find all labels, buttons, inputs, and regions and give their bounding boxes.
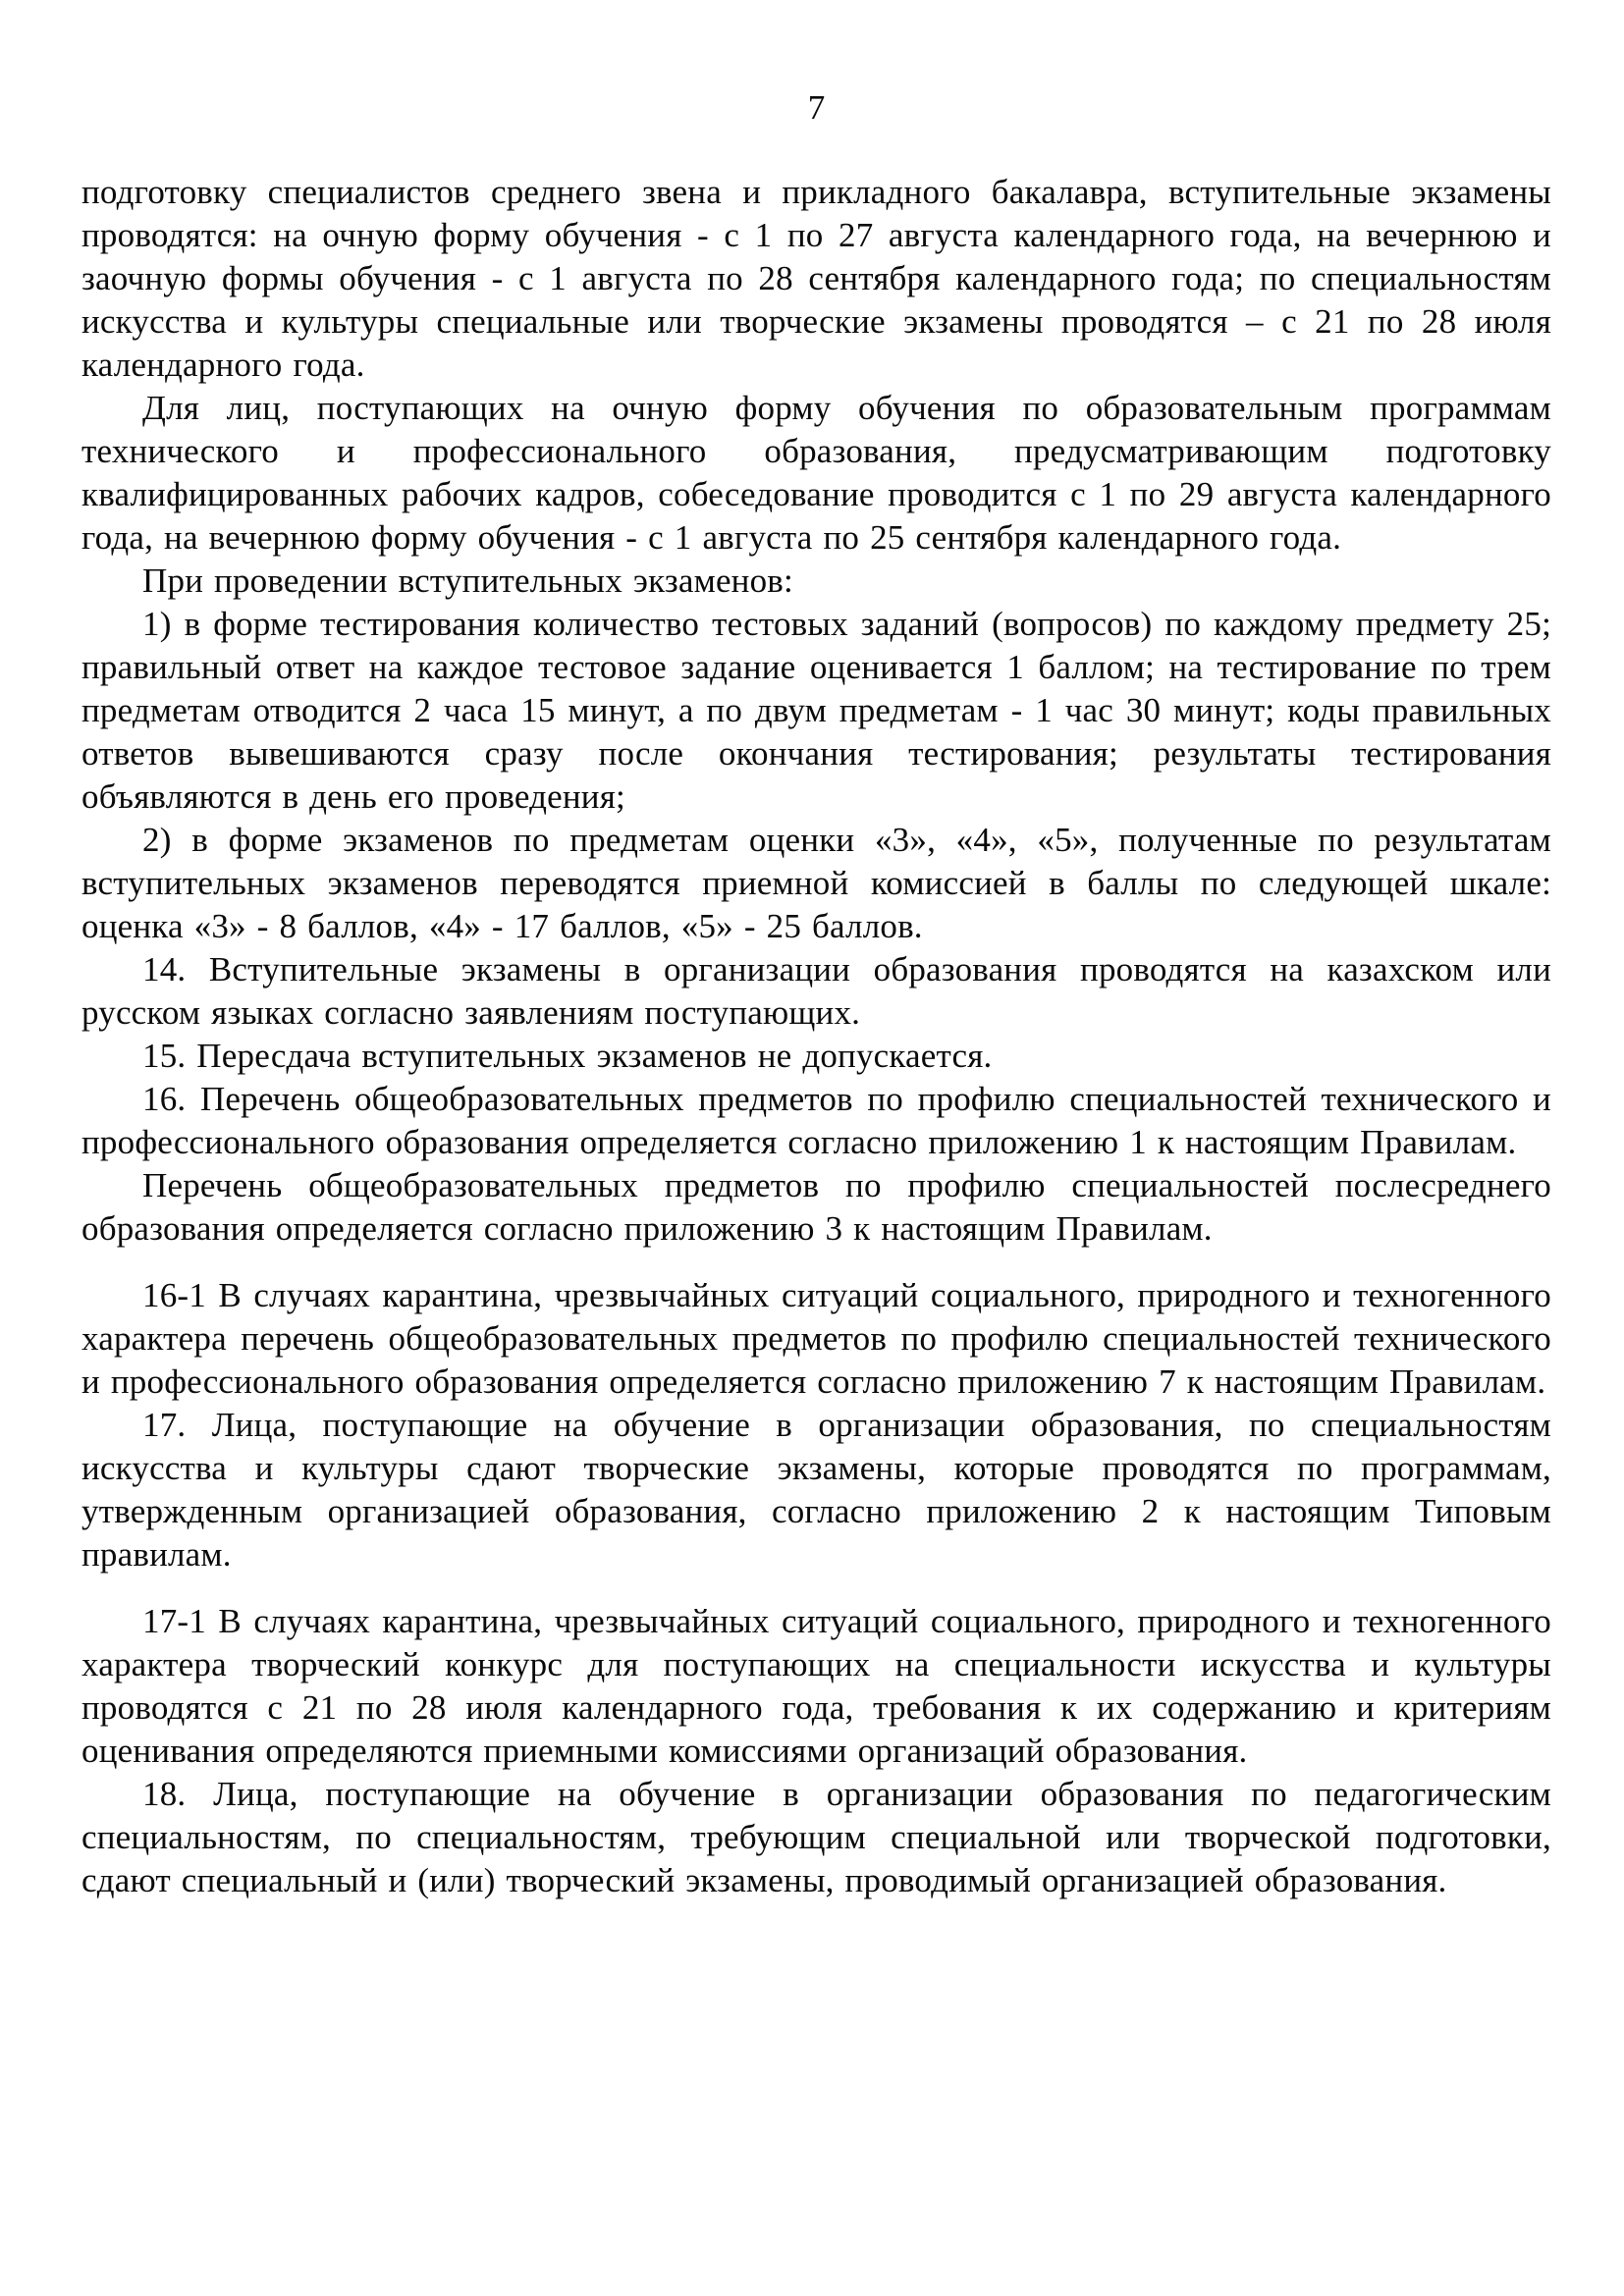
paragraph-point-17-1: 17-1 В случаях карантина, чрезвычайных ситуаций социального, природного и техногенного характера творческий конкурс для поступающих на специальности искусства и культуры проводятся с 21 по 28 июля календарного года, требования к их содержанию и критериям оценивания определяются приемными комиссиями организаций образования.	[81, 1602, 1551, 1770]
paragraph-point-17: 17. Лица, поступающие на обучение в организации образования, по специальностям искусства и культуры сдают творческие экзамены, которые проводятся по программам, утвержденным организацией образования, согласно приложению 2 к настоящим Типовым правилам.	[81, 1406, 1551, 1574]
paragraph-item-1-testing: 1) в форме тестирования количество тестовых заданий (вопросов) по каждому предмету 25; правильный ответ на каждое тестовое задание оценивается 1 баллом; на тестирование по трем предметам отводится 2 часа 15 минут, а по двум предметам - 1 час 30 минут; коды правильных ответов вывешиваются сразу после окончания тестирования; результаты тестирования объявляются в день его проведения;	[81, 605, 1551, 816]
paragraph-exam-procedure-intro: При проведении вступительных экзаменов:	[142, 561, 793, 600]
paragraph-point-16-1: 16-1 В случаях карантина, чрезвычайных ситуаций социального, природного и техногенного характера перечень общеобразовательных предметов по профилю специальностей технического и профессионального образования определяется согласно приложению 7 к настоящим Правилам.	[81, 1276, 1551, 1401]
paragraph-point-16: 16. Перечень общеобразовательных предметов по профилю специальностей технического и профессионального образования определяется согласно приложению 1 к настоящим Правилам.	[81, 1080, 1551, 1161]
paragraph-item-2-grades: 2) в форме экзаменов по предметам оценки «3», «4», «5», полученные по результатам вступительных экзаменов переводятся приемной комиссией в баллы по следующей шкале: оценка «3» - 8 баллов, «4» - 17 баллов, «5» - 25 баллов.	[81, 821, 1551, 945]
paragraph-continuation: подготовку специалистов среднего звена и прикладного бакалавра, вступительные экзамены проводятся: на очную форму обучения - с 1 по 27 августа календарного года, на вечернюю и заочную формы обучения - с 1 августа по 28 сентября календарного года; по специальностям искусства и культуры специальные или творческие экзамены проводятся – с 21 по 28 июля календарного года.	[81, 173, 1551, 384]
paragraph-point-16-list: Перечень общеобразовательных предметов по профилю специальностей послесреднего образования определяется согласно приложению 3 к настоящим Правилам.	[81, 1166, 1551, 1248]
paragraph-point-15: 15. Пересдача вступительных экзаменов не допускается.	[142, 1037, 993, 1075]
paragraph-admission-interview: Для лиц, поступающих на очную форму обучения по образовательным программам технического и профессионального образования, предусматривающим подготовку квалифицированных рабочих кадров, собеседование проводится с 1 по 29 августа календарного года, на вечернюю форму обучения - с 1 августа по 25 сентября календарного года.	[81, 389, 1551, 557]
paragraph-point-14: 14. Вступительные экзамены в организации образования проводятся на казахском или русском языках согласно заявлениям поступающих.	[81, 950, 1551, 1032]
page-number: 7	[807, 88, 826, 127]
paragraph-point-18: 18. Лица, поступающие на обучение в организации образования по педагогическим специальностям, по специальностям, требующим специальной или творческой подготовки, сдают специальный и (или) творческий экзамены, проводимый организацией образования.	[81, 1775, 1551, 1899]
